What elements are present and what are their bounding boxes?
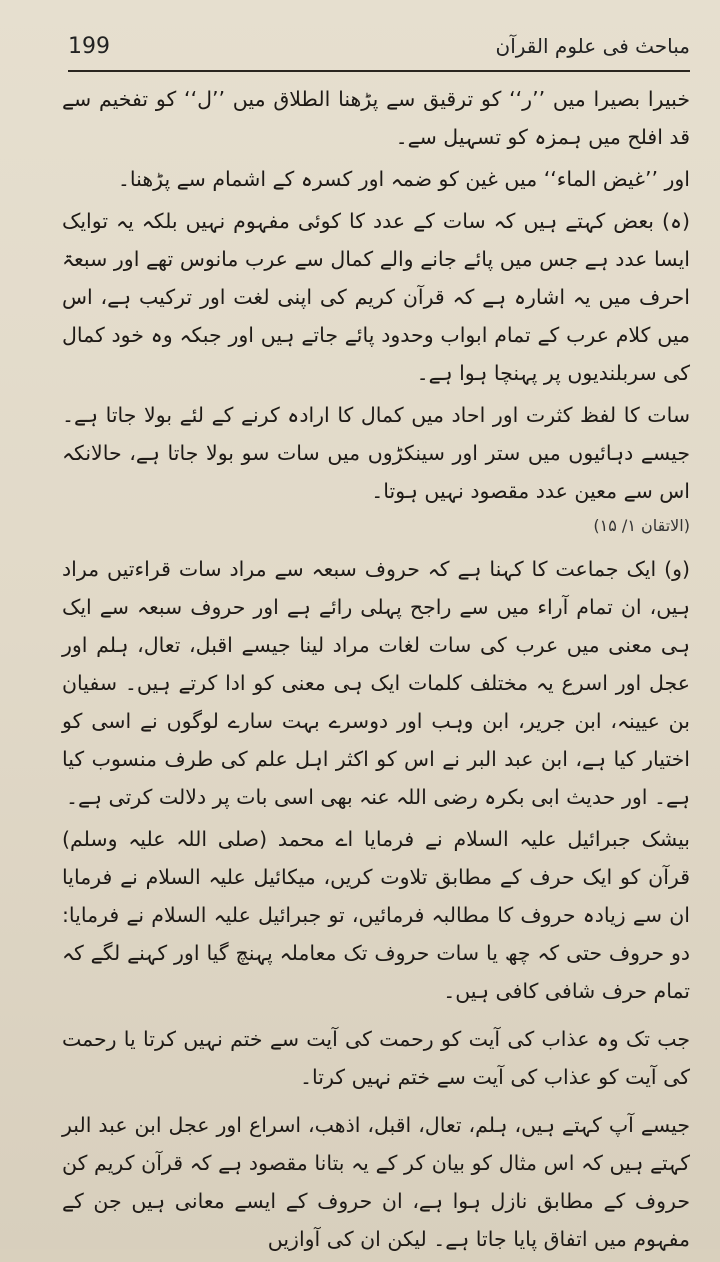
running-title: مباحث فی علوم القرآن bbox=[495, 34, 690, 58]
paragraph-7: جب تک وہ عذاب کی آیت کو رحمت کی آیت سے ختم نہیں کرتا یا رحمت کی آیت کو عذاب کی آیت سے ختم نہیں کرتا۔ bbox=[62, 1027, 690, 1089]
paragraph-3: (ہ) بعض کہتے ہیں کہ سات کے عدد کا کوئی مفہوم نہیں بلکہ یہ توایک ایسا عدد ہے جس میں پائے جانے والے کمال سے عرب مانوس تھے اور سبعۃ احرف میں یہ اشارہ ہے کہ قرآن کریم کی اپنی لغت اور ترکیب ہے، اس میں کلام عرب کے تمام ابواب وحدود پائے جاتے ہیں اور جبکہ وہ خود کمال کی سربلندیوں پر پہنچا ہوا ہے۔ bbox=[62, 209, 690, 385]
paragraph-6: بیشک جبرائیل علیہ السلام نے فرمایا اے محمد (صلی اللہ علیہ وسلم) قرآن کو ایک حرف کے مطابق تلاوت کریں، میکائیل علیہ السلام نے فرمایا ان سے زیادہ حروف کا مطالبہ فرمائیں، تو جبرائیل علیہ السلام نے فرمایا: دو حروف حتی کہ چھ یا سات حروف تک معاملہ پہنچ گیا اور کہنے لگے کہ تمام حرف شافی کافی ہیں۔ bbox=[62, 827, 690, 1003]
paragraph-8: جیسے آپ کہتے ہیں، ہلم، تعال، اقبل، اذھب، اسراع اور عجل ابن عبد البر کہتے ہیں کہ اس مثال کو بیان کر کے یہ بتانا مقصود ہے کہ قرآن کریم کن حروف کے مطابق نازل ہوا ہے، ان حروف کے ایسے معانی ہیں جن کے مفہوم میں اتفاق پایا جاتا ہے۔ لیکن ان کی آوازیں bbox=[62, 1113, 690, 1251]
citation: (الاتقان ۱/ ۱۵) bbox=[593, 516, 690, 535]
page-header bbox=[68, 30, 690, 72]
paragraph-5: (و) ایک جماعت کا کہنا ہے کہ حروف سبعہ سے مراد سات قراءتیں مراد ہیں، ان تمام آراء میں سے راجح پہلی رائے ہے اور حروف سبعہ سے ایک ہی معنی میں عرب کی سات لغات مراد لینا جیسے اقبل، تعال، ہلم اور عجل اور اسرع یہ مختلف کلمات ایک ہی معنی کو ادا کرتے ہیں۔ سفیان بن عیینہ، ابن جریر، ابن وہب اور دوسرے بہت سارے لوگوں نے اسی کو اختیار کیا ہے، ابن عبد البر نے اس کو اکثر اہل علم کی طرف منسوب کیا ہے۔ اور حدیث ابی بکرہ رضی اللہ عنہ بھی اسی بات پر دلالت کرتی ہے۔ bbox=[62, 557, 690, 809]
paragraph-2: اور ’’غیض الماء‘‘ میں غین کو ضمہ اور کسرہ کے اشمام سے پڑھنا۔ bbox=[117, 167, 690, 191]
page-number: 199 bbox=[68, 34, 110, 59]
page-body bbox=[62, 80, 690, 1262]
paragraph-1: خبیرا بصیرا میں ’’ر‘‘ کو ترقیق سے پڑھنا الطلاق میں ’’ل‘‘ کو تفخیم سے قد افلح میں ہمزہ کو تسہیل سے۔ bbox=[62, 87, 690, 149]
paragraph-4: سات کا لفظ کثرت اور احاد میں کمال کا ارادہ کرنے کے لئے بولا جاتا ہے۔ جیسے دہائیوں میں ستر اور سینکڑوں میں سات سو بولا جاتا ہے، حالانکہ اس سے معین عدد مقصود نہیں ہوتا۔ bbox=[62, 403, 690, 503]
